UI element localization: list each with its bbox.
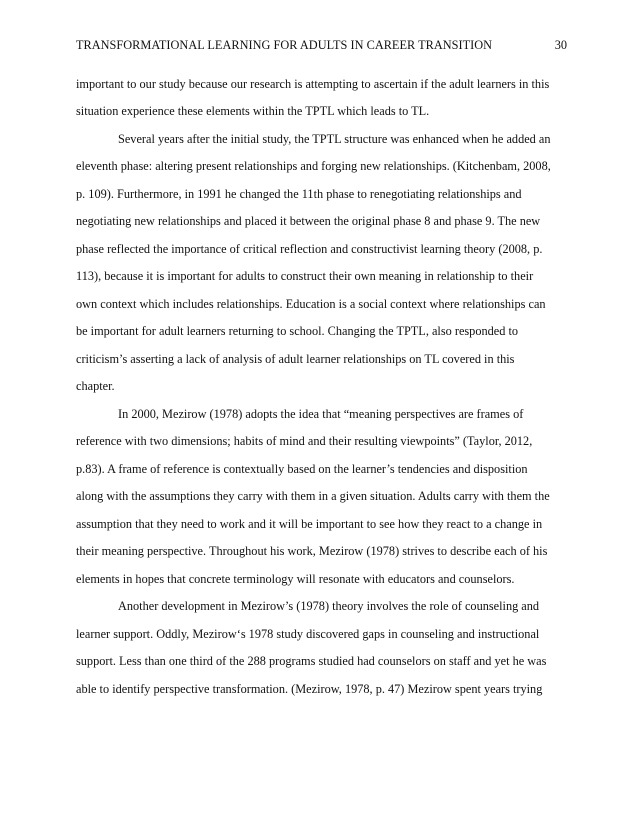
body-line: eleventh phase: altering present relationships and forging new relationships. (Kitchenbam, 2008, bbox=[76, 159, 551, 173]
body-line: reference with two dimensions; habits of mind and their resulting viewpoints” (Taylor, 2012, bbox=[76, 434, 533, 448]
body-line: support. Less than one third of the 288 programs studied had counselors on staff and yet he was bbox=[76, 654, 547, 668]
body-line: important to our study because our research is attempting to ascertain if the adult learners in this bbox=[76, 77, 550, 91]
body-line: be important for adult learners returning to school. Changing the TPTL, also responded to bbox=[76, 324, 519, 338]
body-line: own context which includes relationships. Education is a social context where relationships can bbox=[76, 297, 546, 311]
body-line: criticism’s asserting a lack of analysis of adult learner relationships on TL covered in this bbox=[76, 352, 515, 366]
body-line: Another development in Mezirow’s (1978) theory involves the role of counseling and bbox=[118, 599, 540, 613]
body-line: negotiating new relationships and placed it between the original phase 8 and phase 9. The new bbox=[76, 214, 541, 228]
body-line: 113), because it is important for adults to construct their own meaning in relationship to their bbox=[76, 269, 534, 283]
body-line: able to identify perspective transformation. (Mezirow, 1978, p. 47) Mezirow spent years trying bbox=[76, 682, 543, 696]
body-line: elements in hopes that concrete terminology will resonate with educators and counselors. bbox=[76, 572, 515, 586]
body-line: along with the assumptions they carry with them in a given situation. Adults carry with them the bbox=[76, 489, 550, 503]
body-line: learner support. Oddly, Mezirow‘s 1978 study discovered gaps in counseling and instructional bbox=[76, 627, 540, 641]
body-line: chapter. bbox=[76, 379, 115, 393]
body-line: situation experience these elements within the TPTL which leads to TL. bbox=[76, 104, 430, 118]
body-line: assumption that they need to work and it will be important to see how they react to a change in bbox=[76, 517, 543, 531]
body-line: p.83). A frame of reference is contextually based on the learner’s tendencies and disposition bbox=[76, 462, 528, 476]
body-line: In 2000, Mezirow (1978) adopts the idea that “meaning perspectives are frames of bbox=[118, 407, 524, 421]
body-line: p. 109). Furthermore, in 1991 he changed the 11th phase to renegotiating relationships and bbox=[76, 187, 522, 201]
body-line: Several years after the initial study, the TPTL structure was enhanced when he added an bbox=[118, 132, 551, 146]
running-head: TRANSFORMATIONAL LEARNING FOR ADULTS IN CAREER TRANSITION bbox=[76, 38, 493, 52]
page-number: 30 bbox=[554, 38, 567, 52]
body-line: phase reflected the importance of critical reflection and constructivist learning theory (2008, p. bbox=[76, 242, 543, 256]
body-line: their meaning perspective. Throughout his work, Mezirow (1978) strives to describe each of his bbox=[76, 544, 548, 558]
